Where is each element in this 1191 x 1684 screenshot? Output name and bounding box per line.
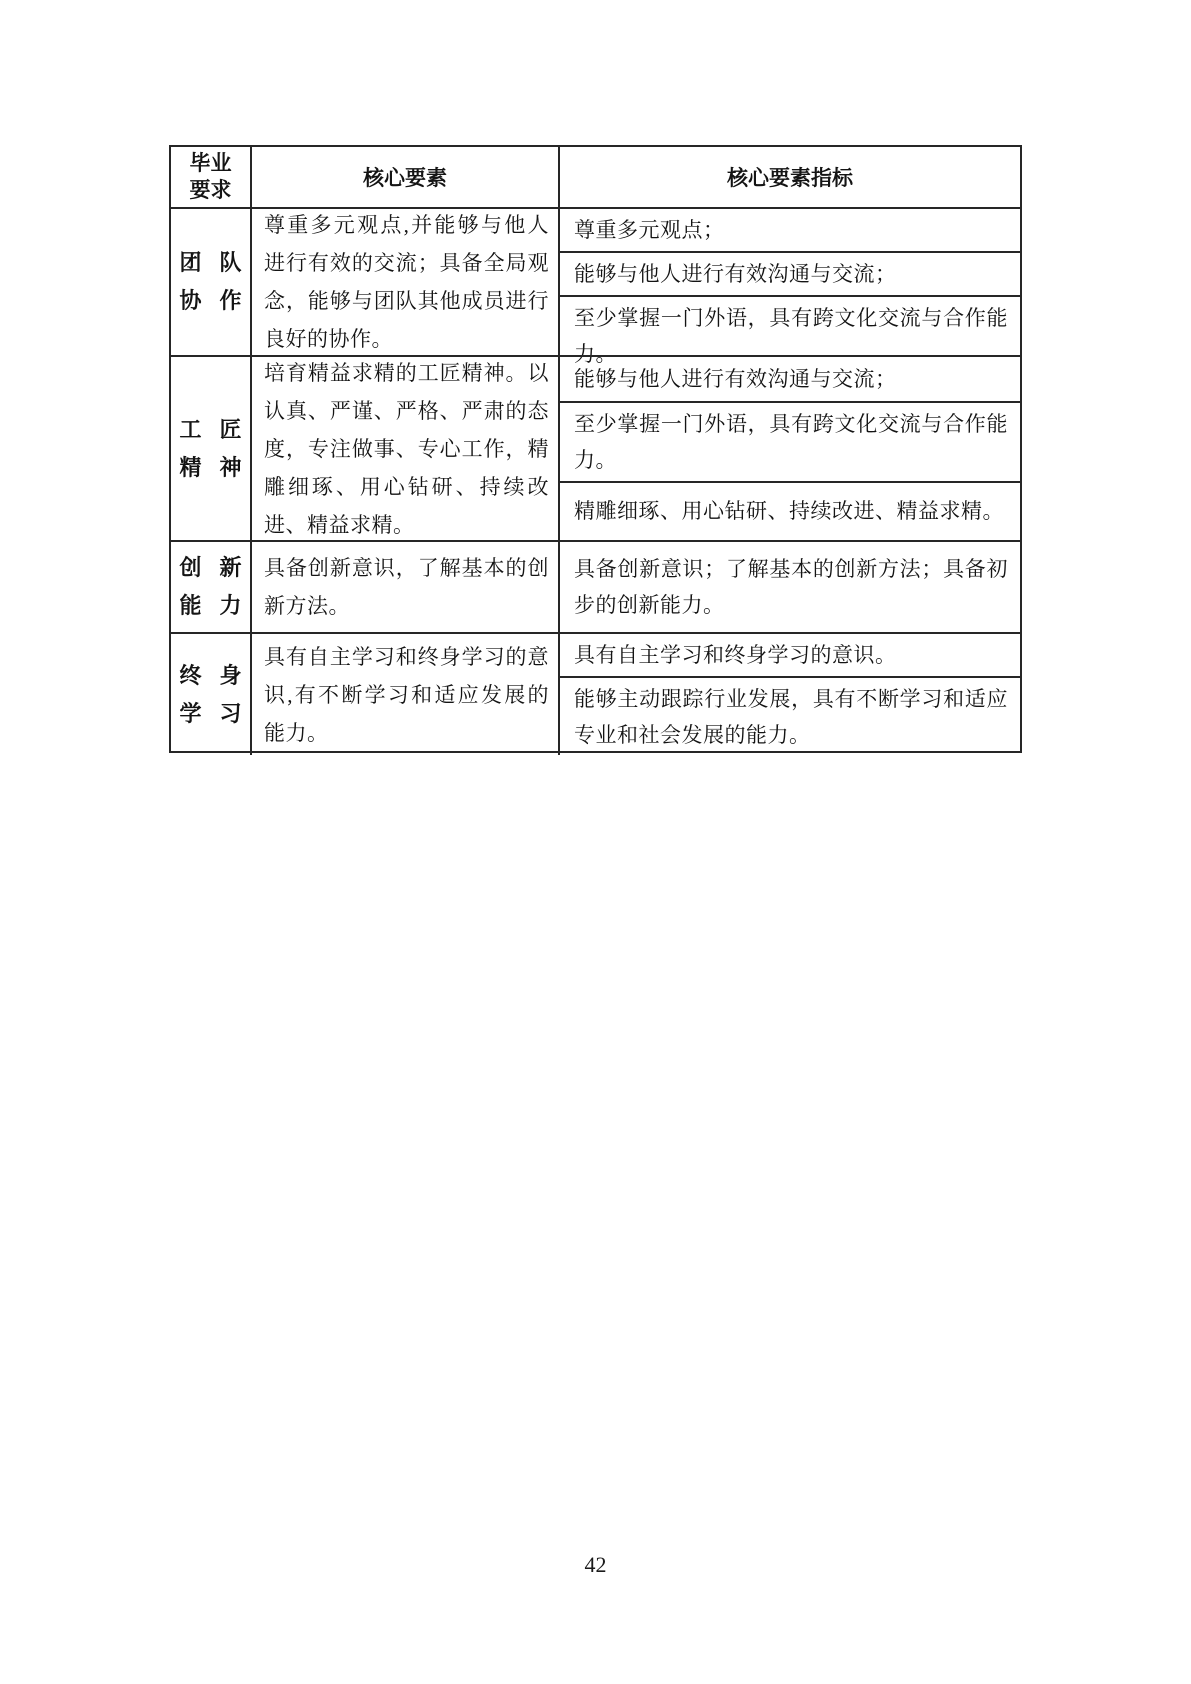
indicator-cell bbox=[560, 481, 1020, 540]
core-element-text: 尊重多元观点,并能够与他人进行有效的交流；具备全局观念，能够与团队其他成员进行良好的协作。 bbox=[264, 213, 549, 351]
indicator-text: 精雕细琢、用心钻研、持续改进、精益求精。 bbox=[574, 499, 1004, 524]
requirements-table bbox=[169, 145, 1022, 753]
row-team-collaboration bbox=[171, 207, 1020, 366]
core-element-cell bbox=[252, 634, 560, 755]
indicator-cell bbox=[560, 357, 1020, 401]
header-requirement-line-1: 毕业 bbox=[189, 152, 232, 175]
indicator-cell bbox=[560, 251, 1020, 295]
requirement-label-line: 能 力 bbox=[179, 593, 242, 618]
indicator-cell bbox=[560, 401, 1020, 481]
indicator-cells bbox=[560, 634, 1020, 755]
requirement-cell bbox=[171, 542, 252, 632]
core-element-cell bbox=[252, 357, 560, 540]
requirement-label-line: 协 作 bbox=[179, 288, 242, 313]
core-element-cell bbox=[252, 209, 560, 355]
core-element-text: 具有自主学习和终身学习的意识,有不断学习和适应发展的能力。 bbox=[264, 644, 549, 745]
indicator-cell bbox=[560, 542, 1020, 632]
indicator-cells bbox=[560, 357, 1020, 540]
table-header-row bbox=[171, 147, 1020, 207]
requirement-cell bbox=[171, 357, 252, 540]
indicator-cell bbox=[560, 634, 1020, 676]
row-craftsmanship-spirit bbox=[171, 355, 1020, 540]
core-element-text: 培育精益求精的工匠精神。以认真、严谨、严格、严肃的态度，专注做事、专心工作，精雕细琢、用心钻研、持续改进、精益求精。 bbox=[264, 360, 549, 537]
core-element-text: 具备创新意识，了解基本的创新方法。 bbox=[264, 556, 549, 618]
row-innovation-ability bbox=[171, 540, 1020, 632]
indicator-text: 至少掌握一门外语，具有跨文化交流与合作能力。 bbox=[574, 306, 1008, 366]
indicator-text: 具有自主学习和终身学习的意识。 bbox=[574, 643, 897, 667]
requirement-label-line: 精 神 bbox=[179, 454, 242, 480]
indicator-text: 能够主动跟踪行业发展，具有不断学习和适应专业和社会发展的能力。 bbox=[574, 687, 1008, 747]
indicator-cell bbox=[560, 209, 1020, 251]
header-cell-core-indicator: 核心要素指标 bbox=[727, 167, 853, 190]
requirement-label-line: 工 匠 bbox=[179, 416, 242, 442]
requirement-label-line: 创 新 bbox=[179, 555, 242, 580]
requirement-label-line: 团 队 bbox=[179, 250, 242, 275]
indicator-cells bbox=[560, 542, 1020, 632]
requirement-label-line: 终 身 bbox=[179, 662, 242, 688]
indicator-text: 尊重多元观点； bbox=[574, 218, 725, 242]
header-cell-core-element: 核心要素 bbox=[252, 147, 560, 207]
header-cell-graduation-requirement bbox=[171, 147, 252, 207]
requirement-cell bbox=[171, 634, 252, 755]
row-lifelong-learning bbox=[171, 632, 1020, 755]
indicator-text: 具备创新意识；了解基本的创新方法；具备初步的创新能力。 bbox=[574, 557, 1008, 617]
requirement-cell bbox=[171, 209, 252, 355]
indicator-text: 至少掌握一门外语，具有跨文化交流与合作能力。 bbox=[574, 411, 1008, 472]
header-requirement-line-2: 要求 bbox=[189, 179, 232, 202]
indicator-text: 能够与他人进行有效沟通与交流； bbox=[574, 366, 897, 391]
page-number: 42 bbox=[584, 1552, 607, 1577]
core-element-cell bbox=[252, 542, 560, 632]
indicator-text: 能够与他人进行有效沟通与交流； bbox=[574, 262, 897, 286]
indicator-cell bbox=[560, 676, 1020, 756]
requirement-label-line: 学 习 bbox=[179, 700, 242, 726]
indicator-cells bbox=[560, 209, 1020, 366]
